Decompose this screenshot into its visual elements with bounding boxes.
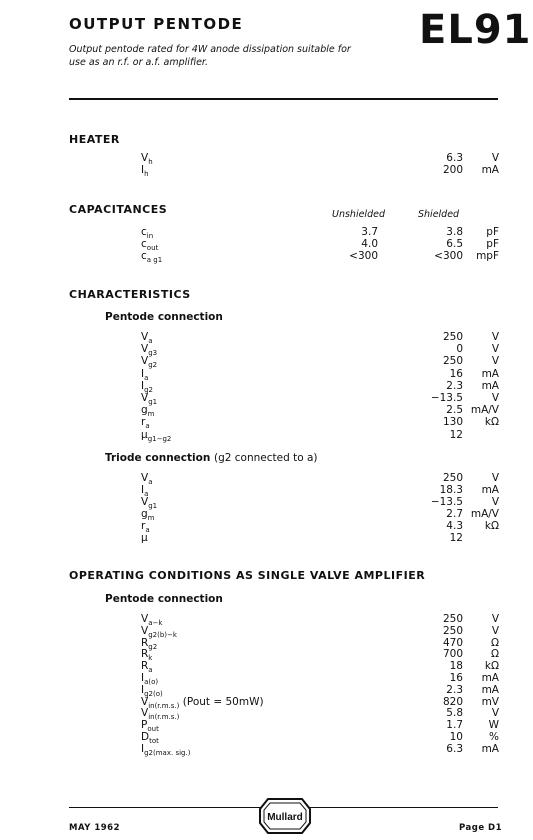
- operating-symbol: $I_{g2(o)}$: [141, 683, 163, 698]
- operating-value: 2.3: [446, 683, 463, 696]
- triode-symbol: $V_a$: [141, 472, 153, 487]
- operating-symbol: $R_a$: [141, 660, 153, 675]
- triode-row: [0, 496, 533, 511]
- operating-symbol: $R_{g2}$: [141, 636, 158, 651]
- mullard-logo: [258, 796, 312, 836]
- operating-value: 18: [449, 660, 463, 673]
- heater-row: [0, 152, 533, 167]
- triode-row: [0, 508, 533, 523]
- capacitance-symbol: $c_{out}$: [141, 238, 159, 253]
- triode-symbol: $I_a$: [141, 484, 149, 499]
- operating-value: 16: [449, 672, 463, 684]
- heater-symbol: $V_h$: [141, 152, 153, 167]
- pentode-symbol: $V_{g2}$: [141, 355, 158, 370]
- capacitance-shielded-value: <300: [434, 250, 463, 262]
- triode-value: 2.7: [446, 508, 463, 520]
- operating-symbol: $I_{g2(max. sig.)}$: [141, 742, 191, 757]
- operating-row: [0, 637, 533, 649]
- triode-unit: V: [491, 472, 499, 484]
- triode-unit: kΩ: [484, 520, 499, 532]
- pentode-row: [0, 429, 533, 441]
- pentode-value: 250: [442, 331, 463, 343]
- unshielded-column-header: Unshielded: [332, 209, 385, 220]
- triode-symbol: μ: [141, 532, 148, 544]
- operating-row: [0, 648, 533, 663]
- heater-value: 200: [442, 164, 463, 176]
- issue-date: MAY 1962: [69, 823, 120, 833]
- shielded-column-header: Shielded: [418, 209, 460, 220]
- triode-row: [0, 472, 533, 487]
- heater-symbol: $I_h$: [141, 164, 149, 179]
- operating-unit: Ω: [490, 636, 499, 649]
- pentode-unit: mA/V: [470, 404, 499, 417]
- pentode-row: [0, 404, 533, 419]
- operating-symbol: $R_k$: [141, 648, 153, 663]
- page-number: Page D1: [459, 823, 503, 833]
- pentode-row: [0, 368, 533, 380]
- operating-unit: mA: [481, 742, 499, 755]
- operating-unit: mA: [481, 672, 499, 684]
- operating-unit: W: [488, 719, 499, 732]
- capacitance-unshielded-value: 4.0: [361, 238, 378, 250]
- operating-unit: mA: [481, 683, 499, 696]
- triode-value: 12: [449, 532, 463, 544]
- triode-symbol: $V_{g1}$: [141, 496, 158, 511]
- operating-row: [0, 731, 533, 746]
- operating-row: [0, 660, 533, 675]
- operating-row: [0, 743, 533, 755]
- triode-value: 250: [442, 472, 463, 484]
- capacitance-unshielded-value: 3.7: [361, 226, 378, 238]
- pentode-symbol: $V_{g3}$: [141, 343, 158, 358]
- triode-subheading-label: Triode connection: [105, 452, 211, 464]
- valve-type: EL91: [419, 7, 532, 53]
- operating-value: 700: [442, 648, 463, 661]
- operating-unit: V: [491, 613, 499, 625]
- pentode-symbol: $V_{g1}$: [141, 392, 158, 407]
- operating-unit: Ω: [490, 648, 499, 661]
- pentode-row: [0, 392, 533, 407]
- operating-row: [0, 719, 533, 734]
- pentode-value: 250: [442, 355, 463, 368]
- pentode-row: [0, 380, 533, 392]
- pentode-symbol: $\mu_{g1-g2}$: [141, 428, 172, 443]
- operating-symbol: $V_{a-k}$: [141, 613, 163, 628]
- capacitance-row: [0, 226, 533, 241]
- operating-value: 250: [442, 613, 463, 625]
- operating-value: 10: [449, 731, 463, 743]
- heater-heading: HEATER: [69, 133, 120, 146]
- operating-value: 1.7: [446, 719, 463, 732]
- operating-unit: %: [489, 731, 499, 743]
- capacitance-unit: pF: [486, 238, 499, 250]
- header-rule: [69, 98, 498, 100]
- operating-symbol: $I_{a(o)}$: [141, 672, 159, 687]
- triode-value: 4.3: [446, 520, 463, 532]
- pentode-unit: V: [491, 392, 499, 404]
- triode-symbol: $r_a$: [141, 520, 150, 535]
- pentode-symbol: $g_m$: [141, 404, 155, 419]
- triode-unit: mA: [481, 484, 499, 496]
- triode-row: [0, 532, 533, 544]
- operating-symbol: $V_{in(r.m.s.)}$: [141, 707, 180, 722]
- capacitance-unit: mpF: [476, 250, 499, 262]
- operating-row: [0, 696, 533, 708]
- operating-value: 820: [442, 695, 463, 708]
- capacitance-shielded-value: 6.5: [446, 238, 463, 250]
- pentode-row: [0, 355, 533, 370]
- pentode-value: 130: [442, 416, 463, 429]
- heater-row: [0, 164, 533, 179]
- operating-value: 250: [442, 624, 463, 637]
- operating-row: [0, 684, 533, 696]
- operating-symbol: $P_{out}$: [141, 719, 159, 734]
- pentode-unit: V: [491, 355, 499, 368]
- heater-unit: mA: [481, 164, 499, 176]
- pentode-symbol: $I_a$: [141, 367, 149, 382]
- heater-value: 6.3: [446, 152, 463, 164]
- operating-pentode-subheading: Pentode connection: [105, 593, 223, 605]
- triode-row: [0, 520, 533, 535]
- operating-value: 6.3: [446, 742, 463, 755]
- heater-unit: V: [491, 152, 499, 164]
- capacitance-unshielded-value: <300: [349, 250, 378, 262]
- operating-unit: kΩ: [484, 660, 499, 673]
- capacitances-heading: CAPACITANCES: [69, 203, 168, 216]
- operating-value: 5.8: [446, 707, 463, 720]
- triode-symbol: $g_m$: [141, 508, 155, 523]
- triode-unit: V: [491, 496, 499, 508]
- operating-row: [0, 613, 533, 628]
- operating-symbol: $V_{g2(b)-k}$: [141, 624, 177, 639]
- pentode-symbol: $r_a$: [141, 416, 150, 431]
- pentode-unit: mA: [481, 367, 499, 380]
- operating-unit: V: [491, 707, 499, 720]
- triode-value: −13.5: [430, 496, 463, 508]
- pentode-value: −13.5: [430, 392, 463, 404]
- pentode-row: [0, 343, 533, 358]
- capacitance-symbol: $c_{in}$: [141, 226, 154, 241]
- characteristics-heading: CHARACTERISTICS: [69, 288, 191, 301]
- capacitance-symbol: $c_{a g1}$: [141, 250, 163, 265]
- operating-conditions-heading: OPERATING CONDITIONS AS SINGLE VALVE AMPLIFIER: [69, 569, 426, 582]
- pentode-unit: V: [491, 343, 499, 356]
- triode-subheading-note: (g2 connected to a): [214, 452, 318, 464]
- pentode-connection-subheading: Pentode connection: [105, 311, 223, 323]
- mullard-logo-text: Mullard: [267, 812, 303, 823]
- triode-unit: mA/V: [470, 508, 499, 520]
- description: Output pentode rated for 4W anode dissipation suitable for use as an r.f. or a.f. amplifier.: [69, 44, 351, 68]
- operating-row: [0, 625, 533, 637]
- pentode-unit: V: [491, 331, 499, 343]
- pentode-symbol: $I_{g2}$: [141, 379, 154, 394]
- pentode-row: [0, 331, 533, 346]
- capacitance-row: [0, 238, 533, 253]
- operating-row: [0, 707, 533, 722]
- pentode-row: [0, 416, 533, 431]
- operating-value: 470: [442, 636, 463, 649]
- triode-row: [0, 484, 533, 499]
- pentode-value: 0: [456, 343, 463, 356]
- pentode-unit: kΩ: [484, 416, 499, 429]
- operating-row: [0, 672, 533, 687]
- pentode-value: 2.5: [446, 404, 463, 417]
- operating-unit: mV: [481, 695, 499, 708]
- capacitance-shielded-value: 3.8: [446, 226, 463, 238]
- pentode-value: 2.3: [446, 379, 463, 392]
- document-title: OUTPUT PENTODE: [69, 15, 244, 33]
- capacitance-row: [0, 250, 533, 265]
- pentode-symbol: $V_a$: [141, 331, 153, 346]
- triode-connection-subheading: [105, 452, 318, 464]
- capacitance-unit: pF: [486, 226, 499, 238]
- pentode-unit: mA: [481, 379, 499, 392]
- operating-symbol: $D_{tot}$: [141, 731, 159, 746]
- triode-value: 18.3: [439, 484, 463, 496]
- operating-unit: V: [491, 624, 499, 637]
- pentode-value: 16: [449, 367, 463, 380]
- operating-symbol: $V_{in(r.m.s.)}$ (Pout = 50mW): [141, 695, 264, 710]
- pentode-value: 12: [449, 428, 463, 441]
